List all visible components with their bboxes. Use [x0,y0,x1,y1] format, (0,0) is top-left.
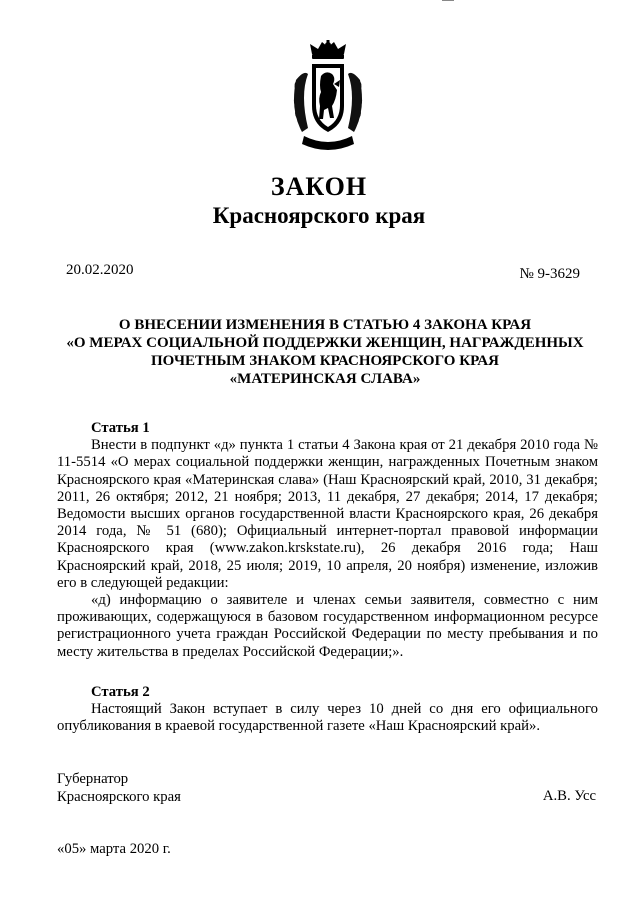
page-top-mark [442,0,454,1]
signatory-position-line: Красноярского края [57,789,181,805]
law-heading [60,316,590,388]
heading-line: «О МЕРАХ СОЦИАЛЬНОЙ ПОДДЕРЖКИ ЖЕНЩИН, НАГРАЖДЕННЫХ [66,335,584,351]
coat-of-arms-icon [290,40,366,156]
article-2-title: Статья 2 [91,684,150,700]
article-1-quote: «д) информацию о заявителе и членах семьи заявителя, совместно с ним проживающих, содержащуюся в базовом государственном информационном ресурсе регистрационного учета граждан Российской Федерации по месту пребывания и по месту жительства в пределах Российской Федерации;». [57,592,598,660]
document-subtitle: Красноярского края [212,203,426,228]
signatory-name: А.В. Усс [542,788,596,804]
article-2 [57,684,598,736]
law-date: 20.02.2020 [66,262,134,278]
article-2-paragraph: Настоящий Закон вступает в силу через 10 дней со дня его официального опубликования в краевой государственной газете «Наш Красноярский край». [57,701,598,735]
heading-line: О ВНЕСЕНИИ ИЗМЕНЕНИЯ В СТАТЬЮ 4 ЗАКОНА КРАЯ [118,317,532,333]
article-1 [57,420,598,661]
signatory-position [57,770,181,806]
heading-line: ПОЧЕТНЫМ ЗНАКОМ КРАСНОЯРСКОГО КРАЯ [151,353,499,369]
document-title: ЗАКОН [270,172,368,201]
signatory-position-line: Губернатор [57,771,129,787]
signing-date: «05» марта 2020 г. [57,841,171,857]
heading-line: «МАТЕРИНСКАЯ СЛАВА» [229,371,421,387]
article-1-paragraph: Внести в подпункт «д» пункта 1 статьи 4 Закона края от 21 декабря 2010 года № 11-5514 «О мерах социальной поддержки женщин, награжденных Почетным знаком Красноярского края «Материнская слава» (Наш Красноярский край, 2010, 31 декабря; 2011, 26 октября; 2012, 21 ноября; 2013, 11 декабря, 27 декабря; 2014, 17 декабря; Ведомости высших органов государственной власти Красноярского края, 26 декабря 2014 года, № 51 (680); Официальный интернет-портал правовой информации Красноярского края (www.zakon.krskstate.ru), 26 декабря 2016 года; Наш Красноярский край, 2018, 25 июля; 2019, 10 апреля, 20 ноября) изменение, изложив его в следующей редакции: [57,437,598,591]
article-1-title: Статья 1 [91,420,150,436]
law-number: № 9-3629 [519,266,580,282]
